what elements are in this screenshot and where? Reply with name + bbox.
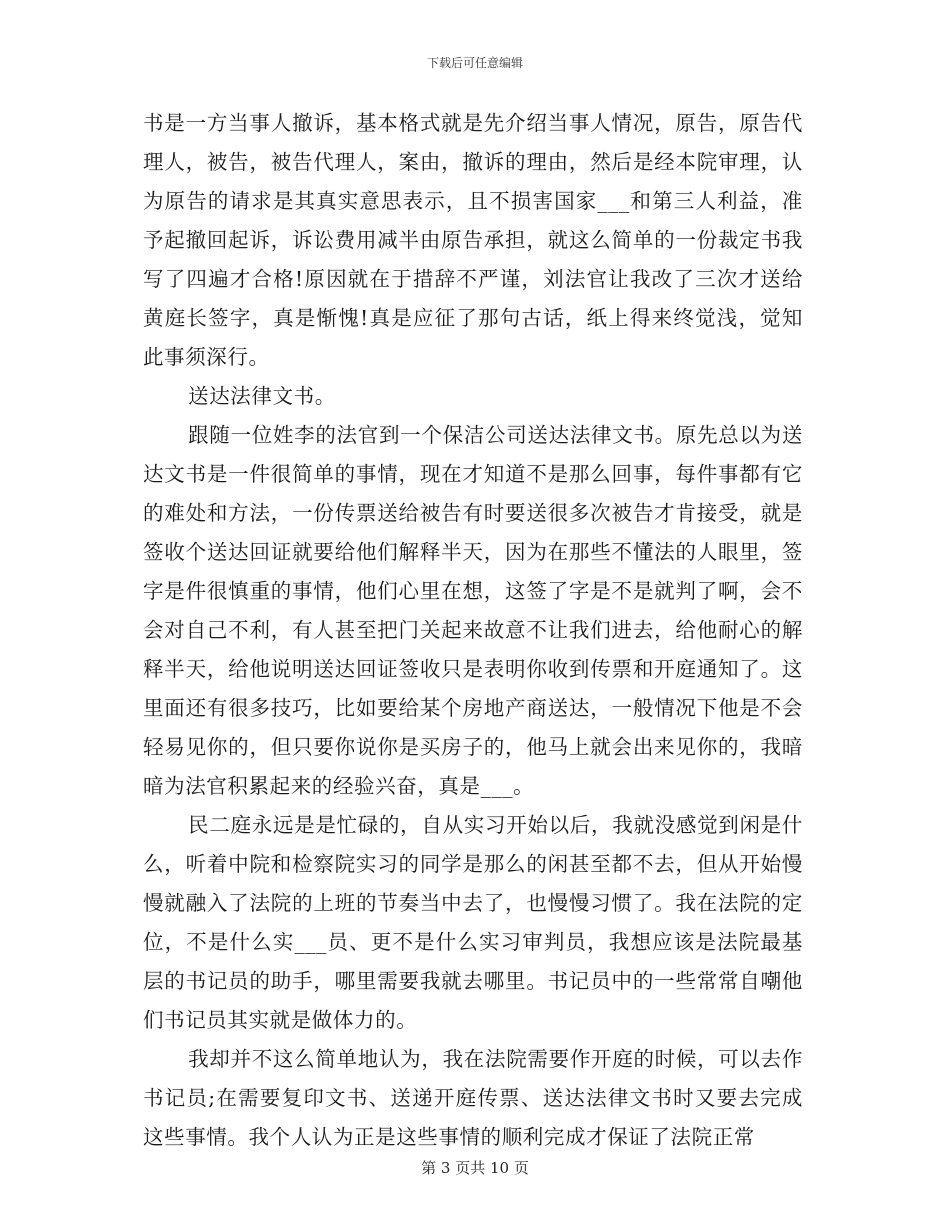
document-body <box>143 104 803 1157</box>
paragraph-continuation: 书是一方当事人撤诉，基本格式就是先介绍当事人情况，原告，原告代理人，被告，被告代理人，案由，撤诉的理由，然后是经本院审理，认为原告的请求是其真实意思表示，且不损害国家___和第三人利益，准予起撤回起诉，诉讼费用减半由原告承担，就这么简单的一份裁定书我写了四遍才合格!原因就在于措辞不严谨，刘法官让我改了三次才送给黄庭长签字，真是惭愧!真是应征了那句古话，纸上得来终觉浅，觉知此事须深行。 <box>143 111 803 369</box>
page-footer: 第 3 页共 10 页 <box>421 1159 529 1177</box>
page-header: 下载后可任意编辑 <box>426 56 523 70</box>
paragraph-civil-court: 民二庭永远是是忙碌的，自从实习开始以后，我就没感觉到闲是什么，听着中院和检察院实习的同学是那么的闲甚至都不去，但从开始慢慢就融入了法院的上班的节奏当中去了，也慢慢习惯了。我在法院的定位，不是什么实___员、更不是什么实习审判员，我想应该是法院最基层的书记员的助手，哪里需要我就去哪里。书记员中的一些常常自嘲他们书记员其实就是做体力的。 <box>143 813 803 1032</box>
paragraph-heading-delivery: 送达法律文书。 <box>188 384 336 408</box>
paragraph-clerk-role: 我却并不这么简单地认为，我在法院需要作开庭的时候，可以去作书记员;在需要复印文书、送递开庭传票、送达法律文书时又要去完成这些事情。我个人认为正是这些事情的顺利完成才保证了法院正常 <box>143 1047 803 1149</box>
paragraph-delivery-experience: 跟随一位姓李的法官到一个保洁公司送达法律文书。原先总以为送达文书是一件很简单的事情，现在才知道不是那么回事，每件事都有它的难处和方法，一份传票送给被告有时要送很多次被告才肯接受，就是签收个送达回证就要给他们解释半天，因为在那些不懂法的人眼里，签字是件很慎重的事情，他们心里在想，这签了字是不是就判了啊，会不会对自己不利，有人甚至把门关起来故意不让我们进去，给他耐心的解释半天，给他说明送达回证签收只是表明你收到传票和开庭通知了。这里面还有很多技巧，比如要给某个房地产商送达，一般情况下他是不会轻易见你的，但只要你说你是买房子的，他马上就会出来见你的，我暗暗为法官积累起来的经验兴奋，真是___。 <box>143 423 803 798</box>
